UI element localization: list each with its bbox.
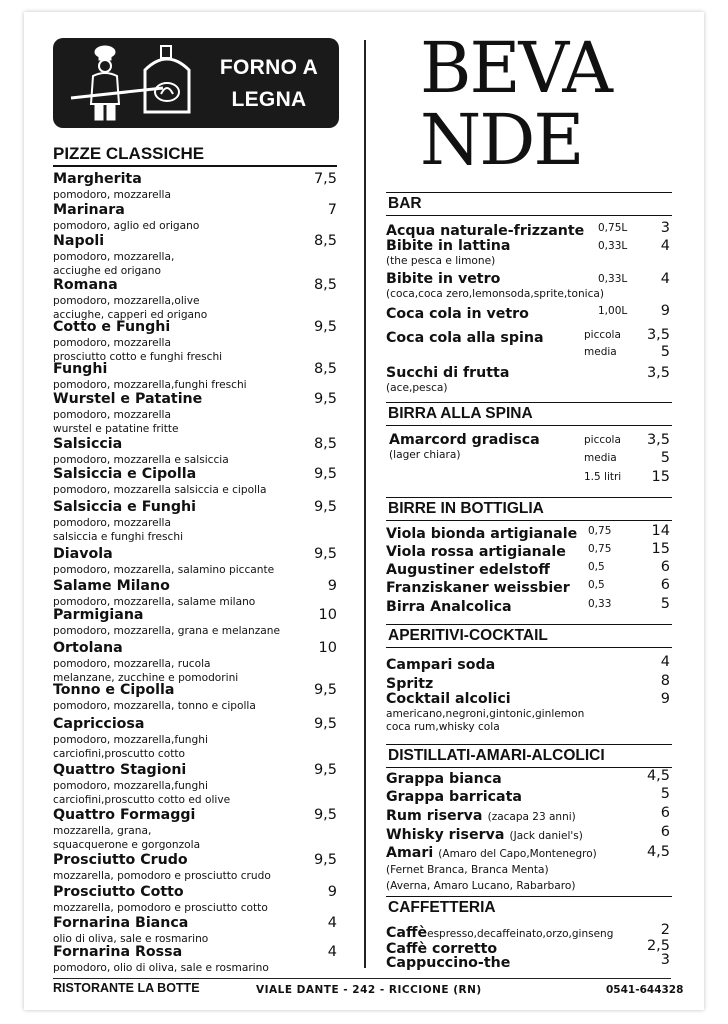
pizza-name: Parmigiana [53, 607, 144, 623]
item-note: (the pesca e limone) [386, 255, 496, 267]
birre-bottiglia-heading: BIRRE IN BOTTIGLIA [386, 497, 672, 521]
pizza-price: 9,5 [313, 546, 337, 562]
pizza-price: 9,5 [313, 391, 337, 407]
pizza-name: Wurstel e Patatine [53, 391, 203, 407]
pizza-chef-oven-icon [63, 42, 193, 126]
item-size: media [584, 346, 617, 358]
pizza-ingredients: pomodoro, mozzarella [53, 517, 171, 529]
pizza-ingredients: pomodoro, mozzarella [53, 337, 171, 349]
item-name: Caffè corretto [386, 941, 498, 957]
item-size: 0,75 [588, 543, 612, 555]
list-item [386, 559, 670, 579]
item-price: 4 [660, 654, 670, 670]
pizza-price: 7,5 [313, 171, 337, 187]
list-item [386, 271, 670, 301]
item-price: 6 [660, 805, 670, 821]
item-size: 0,33 [588, 598, 612, 610]
list-item [386, 824, 670, 844]
pizza-name: Romana [53, 277, 118, 293]
pizza-name: Fornarina Bianca [53, 915, 189, 931]
pizza-item [53, 319, 337, 364]
item-note: (zacapa 23 anni) [487, 811, 576, 823]
pizza-ingredients: pomodoro, mozzarella, rucola [53, 658, 211, 670]
item-name: Acqua naturale-frizzante [386, 223, 585, 239]
pizza-name: Tonno e Cipolla [53, 682, 175, 698]
pizza-ingredients: mozzarella, pomodoro e prosciutto cotto [53, 902, 268, 914]
item-name: Birra Analcolica [386, 599, 512, 615]
pizza-name: Salsiccia e Cipolla [53, 466, 197, 482]
pizza-ingredients: pomodoro, olio di oliva, sale e rosmarino [53, 962, 269, 974]
distillati-heading: DISTILLATI-AMARI-ALCOLICI [386, 744, 672, 768]
aperitivi-heading: APERITIVI-COCKTAIL [386, 624, 672, 648]
list-item [386, 303, 670, 323]
list-item [386, 327, 670, 360]
pizza-price: 9,5 [313, 319, 337, 335]
pizza-name: Quattro Stagioni [53, 762, 187, 778]
pizza-name: Ortolana [53, 640, 123, 656]
item-price: 4 [660, 238, 670, 254]
pizza-name: Capricciosa [53, 716, 145, 732]
pizza-item [53, 277, 337, 322]
pizza-ingredients: pomodoro, mozzarella,funghi [53, 734, 208, 746]
pizza-ingredients: pomodoro, mozzarella,funghi [53, 780, 208, 792]
item-size: piccola [584, 329, 621, 341]
pizza-name: Quattro Formaggi [53, 807, 196, 823]
pizza-item [53, 499, 337, 544]
pizza-item [53, 171, 337, 202]
item-note: (ace,pesca) [386, 382, 448, 394]
item-price: 4,5 [646, 844, 670, 860]
pizza-name: Prosciutto Crudo [53, 852, 188, 868]
pizza-item [53, 578, 337, 609]
list-item [386, 541, 670, 561]
item-name: Spritz [386, 676, 434, 692]
item-name: Cocktail alcolici [386, 691, 511, 707]
pizza-name: Salsiccia e Funghi [53, 499, 197, 515]
distillati-section [386, 744, 672, 894]
pizza-ingredients: olio di oliva, sale e rosmarino [53, 933, 209, 945]
item-note: (coca,coca zero,lemonsoda,sprite,tonica) [386, 288, 605, 300]
item-name: Viola bionda artigianale [386, 526, 578, 542]
pizza-price: 9,5 [313, 499, 337, 515]
list-item [386, 673, 670, 693]
list-item [386, 654, 670, 674]
pizza-item [53, 807, 337, 852]
item-price: 15 [651, 469, 670, 485]
list-item [386, 220, 670, 240]
pizza-ingredients: pomodoro, mozzarella, grana e melanzane [53, 625, 281, 637]
pizza-ingredients: squacquerone e gorgonzola [53, 839, 201, 851]
pizza-item [53, 915, 337, 946]
pizza-price: 10 [318, 640, 337, 656]
pizze-classiche-heading: PIZZE CLASSICHE [53, 144, 337, 167]
pizza-item [53, 944, 337, 975]
list-item [386, 805, 670, 825]
item-price: 5 [660, 344, 670, 360]
item-size: piccola [584, 434, 621, 446]
pizza-ingredients: mozzarella, pomodoro e prosciutto crudo [53, 870, 271, 882]
item-size: 0,33L [598, 273, 628, 285]
item-name: Coca cola in vetro [386, 306, 529, 322]
item-price: 6 [660, 824, 670, 840]
item-name: Grappa barricata [386, 789, 522, 805]
list-item [386, 842, 670, 894]
list-item [386, 577, 670, 597]
item-note: americano,negroni,gintonic,ginlemon [386, 708, 585, 720]
pizza-ingredients: pomodoro, mozzarella, salamino piccante [53, 564, 275, 576]
title-line1: BEVA [420, 27, 611, 109]
pizza-ingredients: acciughe, capperi ed origano [53, 309, 208, 321]
pizza-ingredients: prosciutto cotto e funghi freschi [53, 351, 223, 363]
item-note: (Jack daniel's) [509, 830, 583, 842]
pizza-ingredients: acciughe ed origano [53, 265, 161, 277]
birre-bottiglia-section [386, 497, 672, 617]
item-note: (lager chiara) [389, 449, 461, 461]
pizza-ingredients: mozzarella, grana, [53, 825, 152, 837]
pizza-item [53, 202, 337, 233]
item-name: Amarcord gradisca [389, 432, 540, 448]
pizza-name: Diavola [53, 546, 113, 562]
pizza-item [53, 762, 337, 807]
pizza-item [53, 546, 337, 577]
item-note: espresso,decaffeinato,orzo,ginseng [427, 928, 614, 940]
pizza-price: 9 [327, 578, 337, 594]
item-price: 14 [651, 523, 670, 539]
list-item [386, 691, 670, 734]
restaurant-name: RISTORANTE LA BOTTE [53, 981, 200, 995]
item-price: 4,5 [646, 768, 670, 784]
pizza-ingredients: salsiccia e funghi freschi [53, 531, 184, 543]
pizza-ingredients: pomodoro, mozzarella, salame milano [53, 596, 256, 608]
pizza-name: Funghi [53, 361, 108, 377]
pizza-item [53, 852, 337, 883]
pizza-price: 9 [327, 884, 337, 900]
item-name: Coca cola alla spina [386, 330, 544, 346]
item-size: 0,75 [588, 525, 612, 537]
item-name: Augustiner edelstoff [386, 562, 550, 578]
footer-rule [53, 978, 671, 979]
item-name: Rum riserva [386, 808, 483, 824]
list-item [386, 786, 670, 806]
item-name: Succhi di frutta [386, 365, 510, 381]
item-price: 15 [651, 541, 670, 557]
pizza-ingredients: pomodoro, mozzarella,olive [53, 295, 200, 307]
pizza-price: 9,5 [313, 762, 337, 778]
item-size: 0,75L [598, 222, 628, 234]
item-price: 4 [660, 271, 670, 287]
item-price: 3,5 [646, 327, 670, 343]
banner-title [203, 52, 335, 116]
pizza-item [53, 361, 337, 392]
aperitivi-section [386, 624, 672, 744]
forno-a-legna-banner [53, 38, 339, 128]
pizza-price: 8,5 [313, 361, 337, 377]
item-price: 6 [660, 559, 670, 575]
pizza-price: 8,5 [313, 233, 337, 249]
pizza-item [53, 436, 337, 467]
list-item [386, 523, 670, 543]
item-note: (Averna, Amaro Lucano, Rabarbaro) [386, 880, 576, 892]
item-size: 1,00L [598, 305, 628, 317]
banner-title-line1: FORNO A [219, 56, 319, 79]
birra-spina-heading: BIRRA ALLA SPINA [386, 402, 672, 426]
item-name: Viola rossa artigianale [386, 544, 566, 560]
item-name: Caffè [386, 925, 428, 941]
pizza-name: Cotto e Funghi [53, 319, 171, 335]
pizza-name: Margherita [53, 171, 142, 187]
item-name: Bibite in vetro [386, 271, 501, 287]
pizza-name: Napoli [53, 233, 105, 249]
pizza-item [53, 682, 337, 713]
item-name: Franziskaner weissbier [386, 580, 570, 596]
pizza-item [53, 391, 337, 436]
item-size: 0,33L [598, 240, 628, 252]
birra-spina-section [386, 402, 672, 488]
pizza-price: 4 [327, 915, 337, 931]
pizza-ingredients: pomodoro, mozzarella [53, 189, 171, 201]
pizza-price: 8,5 [313, 436, 337, 452]
pizza-ingredients: pomodoro, mozzarella e salsiccia [53, 454, 229, 466]
bar-heading: BAR [386, 192, 672, 216]
item-price: 3 [660, 220, 670, 236]
item-price: 9 [660, 303, 670, 319]
pizza-name: Marinara [53, 202, 125, 218]
banner-title-line2: LEGNA [231, 88, 307, 111]
pizza-price: 7 [327, 202, 337, 218]
pizza-price: 9,5 [313, 716, 337, 732]
item-price: 3,5 [646, 365, 670, 381]
item-name: Campari soda [386, 657, 496, 673]
pizza-item [53, 607, 337, 638]
restaurant-phone: 0541-644328 [606, 984, 684, 996]
item-price: 2 [660, 922, 670, 938]
pizza-item [53, 884, 337, 915]
pizza-price: 9,5 [313, 682, 337, 698]
item-size: media [584, 452, 617, 464]
pizza-ingredients: melanzane, zucchine e pomodorini [53, 672, 239, 684]
pizza-ingredients: pomodoro, mozzarella, tonno e cipolla [53, 700, 256, 712]
pizza-item [53, 640, 337, 685]
item-note: (Fernet Branca, Branca Menta) [386, 864, 549, 876]
list-item [386, 596, 670, 616]
pizza-item [53, 466, 337, 497]
item-price: 9 [660, 691, 670, 707]
pizza-price: 4 [327, 944, 337, 960]
item-price: 5 [660, 596, 670, 612]
pizza-ingredients: pomodoro, aglio ed origano [53, 220, 200, 232]
pizza-name: Prosciutto Cotto [53, 884, 184, 900]
bevande-title [420, 27, 650, 181]
item-price: 5 [660, 450, 670, 466]
caffetteria-heading: CAFFETTERIA [386, 896, 672, 919]
list-item [386, 768, 670, 788]
pizza-item [53, 716, 337, 761]
item-name: Grappa bianca [386, 771, 502, 787]
item-size: 1.5 litri [584, 471, 622, 483]
restaurant-address: VIALE DANTE - 242 - RICCIONE (RN) [256, 984, 482, 996]
pizza-ingredients: carciofini,proscutto cotto [53, 748, 186, 760]
pizza-price: 9,5 [313, 852, 337, 868]
item-note: coca rum,whisky cola [386, 721, 500, 733]
item-price: 3 [660, 952, 670, 968]
pizza-name: Salsiccia [53, 436, 123, 452]
pizza-item [53, 233, 337, 278]
pizza-price: 9,5 [313, 466, 337, 482]
item-price: 8 [660, 673, 670, 689]
item-name: Amari [386, 845, 434, 861]
pizza-name: Fornarina Rossa [53, 944, 183, 960]
list-item [386, 365, 670, 395]
item-price: 2,5 [646, 938, 670, 954]
list-item [386, 952, 670, 972]
item-name: Whisky riserva [386, 827, 505, 843]
item-note: (Amaro del Capo,Montenegro) [438, 848, 597, 860]
pizza-ingredients: pomodoro, mozzarella salsiccia e cipolla [53, 484, 267, 496]
pizza-price: 10 [318, 607, 337, 623]
pizza-price: 8,5 [313, 277, 337, 293]
pizza-ingredients: pomodoro, mozzarella,funghi freschi [53, 379, 247, 391]
list-item [386, 238, 670, 268]
pizza-name: Salame Milano [53, 578, 170, 594]
pizza-ingredients: pomodoro, mozzarella [53, 409, 171, 421]
pizza-ingredients: wurstel e patatine fritte [53, 423, 179, 435]
item-name: Bibite in lattina [386, 238, 511, 254]
item-price: 6 [660, 577, 670, 593]
title-line2: NDE [420, 99, 583, 181]
bar-section [386, 192, 672, 392]
item-name: Cappuccino-the [386, 955, 511, 971]
pizza-price: 9,5 [313, 807, 337, 823]
caffetteria-section [386, 896, 672, 971]
pizza-ingredients: carciofini,proscutto cotto ed olive [53, 794, 231, 806]
item-price: 5 [660, 786, 670, 802]
column-divider [364, 40, 366, 968]
pizza-ingredients: pomodoro, mozzarella, [53, 251, 175, 263]
list-item [386, 432, 670, 485]
item-size: 0,5 [588, 561, 605, 573]
item-size: 0,5 [588, 579, 605, 591]
item-price: 3,5 [646, 432, 670, 448]
